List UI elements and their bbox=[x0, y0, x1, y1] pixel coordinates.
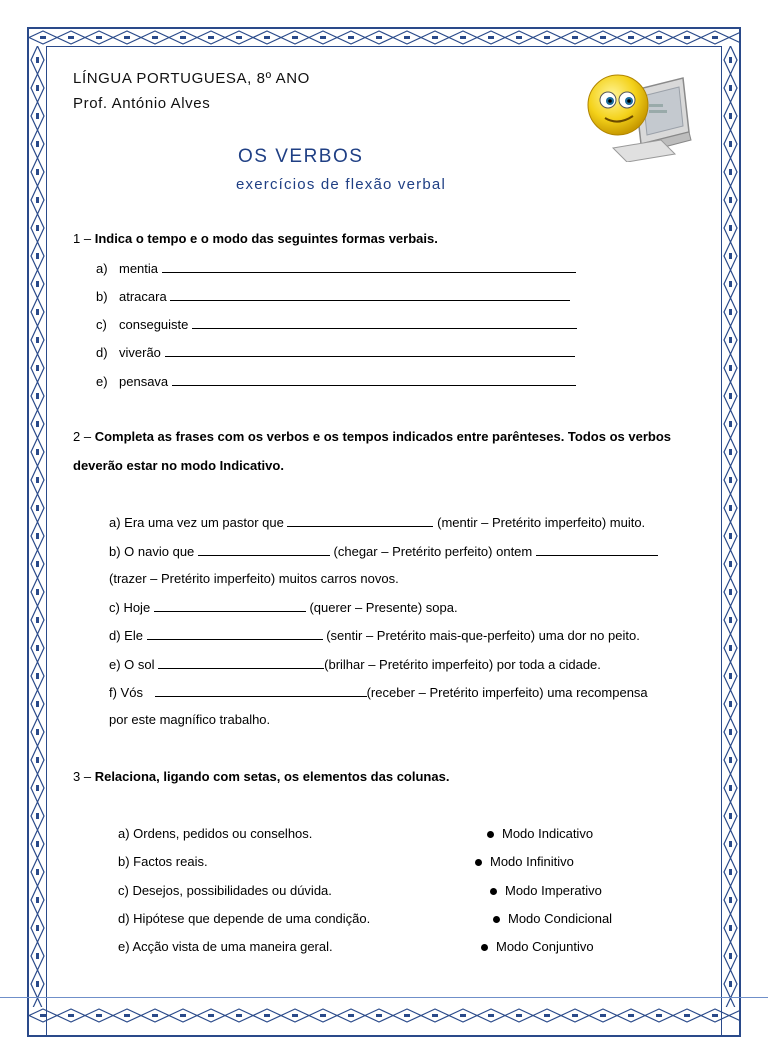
q3-left-item-b: b) Factos reais. bbox=[118, 854, 208, 869]
border-ornament bbox=[572, 1014, 578, 1017]
q3-left-item-e: e) Acção vista de uma maneira geral. bbox=[118, 939, 333, 954]
q2-prompt-line1 bbox=[73, 429, 671, 444]
q1-item-c: c) conseguiste bbox=[96, 316, 577, 332]
answer-blank[interactable] bbox=[287, 514, 433, 527]
border-ornament bbox=[729, 169, 732, 175]
border-ornament bbox=[729, 897, 732, 903]
border-ornament bbox=[36, 785, 39, 791]
border-ornament bbox=[729, 57, 732, 63]
border-ornament bbox=[36, 869, 39, 875]
q3-left-item-a: a) Ordens, pedidos ou conselhos. bbox=[118, 826, 313, 841]
border-ornament bbox=[36, 505, 39, 511]
border-ornament bbox=[544, 1014, 550, 1017]
q1-prompt bbox=[73, 231, 438, 246]
border-ornament bbox=[729, 841, 732, 847]
bullet-dot-icon bbox=[481, 944, 488, 951]
border-ornament bbox=[729, 729, 732, 735]
teacher-heading: Prof. António Alves bbox=[73, 95, 211, 112]
border-pattern-left bbox=[29, 46, 46, 1007]
bullet-dot-icon bbox=[493, 916, 500, 923]
border-ornament bbox=[729, 953, 732, 959]
bullet-dot-icon bbox=[475, 859, 482, 866]
border-ornament bbox=[348, 36, 354, 39]
border-pattern-right bbox=[722, 46, 739, 1007]
border-ornament bbox=[36, 533, 39, 539]
border-ornament bbox=[36, 673, 39, 679]
q1-prompt-text: Indica o tempo e o modo das seguintes formas verbais. bbox=[94, 231, 438, 246]
border-ornament bbox=[729, 869, 732, 875]
border-ornament bbox=[36, 281, 39, 287]
q2-item-f: f) Vós (receber – Pretérito imperfeito) uma recompensa bbox=[109, 685, 648, 700]
border-ornament bbox=[36, 57, 39, 63]
border-ornament bbox=[36, 253, 39, 259]
q2-prompt-text: Completa as frases com os verbos e os tempos indicados entre parênteses. Todos os verbos bbox=[94, 429, 671, 444]
border-ornament bbox=[729, 253, 732, 259]
border-ornament bbox=[724, 998, 737, 1007]
border-ornament bbox=[432, 1014, 438, 1017]
border-ornament bbox=[729, 31, 739, 44]
border-ornament bbox=[460, 1014, 466, 1017]
border-ornament bbox=[729, 645, 732, 651]
border-ornament bbox=[180, 1014, 186, 1017]
border-ornament bbox=[488, 36, 494, 39]
answer-blank[interactable] bbox=[158, 656, 324, 669]
q1-item-a: a) mentia bbox=[96, 260, 576, 276]
answer-blank[interactable] bbox=[147, 627, 323, 640]
border-ornament bbox=[36, 365, 39, 371]
border-ornament bbox=[36, 561, 39, 567]
q2-item-b: b) O navio que (chegar – Pretérito perfeito) ontem bbox=[109, 543, 658, 559]
border-ornament bbox=[729, 981, 732, 987]
q2-item-e: e) O sol (brilhar – Pretérito imperfeito) por toda a cidade. bbox=[109, 657, 601, 672]
q3-right-item-5[interactable]: Modo Conjuntivo bbox=[481, 939, 594, 954]
border-ornament bbox=[124, 1014, 130, 1017]
q2-item-d: d) Ele (sentir – Pretérito mais-que-perfeito) uma dor no peito. bbox=[109, 628, 640, 643]
answer-blank[interactable] bbox=[162, 260, 576, 273]
page-subtitle: exercícios de flexão verbal bbox=[236, 176, 446, 193]
border-ornament bbox=[729, 113, 732, 119]
border-ornament bbox=[36, 169, 39, 175]
q3-right-item-3[interactable]: Modo Imperativo bbox=[490, 883, 602, 898]
answer-blank[interactable] bbox=[172, 373, 576, 386]
border-ornament bbox=[404, 36, 410, 39]
q2-item-a: a) Era uma vez um pastor que (mentir – Pretérito imperfeito) muito. bbox=[109, 515, 646, 530]
q3-right-item-1[interactable]: Modo Indicativo bbox=[487, 826, 593, 841]
border-ornament bbox=[729, 337, 732, 343]
border-ornament bbox=[36, 337, 39, 343]
border-ornament bbox=[292, 1014, 298, 1017]
q2-prompt-line2: deverão estar no modo Indicativo. bbox=[73, 458, 284, 473]
border-pattern-bottom bbox=[29, 1007, 739, 1024]
bullet-dot-icon bbox=[487, 831, 494, 838]
border-ornament bbox=[264, 1014, 270, 1017]
border-ornament bbox=[729, 701, 732, 707]
border-ornament bbox=[36, 617, 39, 623]
q3-left-item-c: c) Desejos, possibilidades ou dúvida. bbox=[118, 883, 332, 898]
border-ornament bbox=[572, 36, 578, 39]
border-ornament bbox=[180, 36, 186, 39]
q1-item-d: d) viverão bbox=[96, 344, 575, 360]
border-ornament bbox=[36, 757, 39, 763]
border-ornament bbox=[460, 36, 466, 39]
q3-left-item-d: d) Hipótese que depende de uma condição. bbox=[118, 911, 371, 926]
border-ornament bbox=[729, 925, 732, 931]
border-ornament bbox=[729, 533, 732, 539]
answer-blank[interactable] bbox=[536, 543, 658, 556]
page-bottom-rule bbox=[0, 997, 768, 998]
border-ornament bbox=[320, 36, 326, 39]
answer-blank[interactable] bbox=[198, 543, 330, 556]
border-ornament bbox=[729, 505, 732, 511]
answer-blank[interactable] bbox=[154, 599, 306, 612]
border-ornament bbox=[36, 729, 39, 735]
border-ornament bbox=[729, 281, 732, 287]
answer-blank[interactable] bbox=[155, 684, 367, 697]
q1-number: 1 – bbox=[73, 231, 92, 246]
border-ornament bbox=[729, 1009, 739, 1022]
border-ornament bbox=[68, 36, 74, 39]
q3-prompt-text: Relaciona, ligando com setas, os elementos das colunas. bbox=[94, 769, 450, 784]
border-ornament bbox=[36, 841, 39, 847]
border-ornament bbox=[729, 477, 732, 483]
border-ornament bbox=[36, 113, 39, 119]
q3-number: 3 – bbox=[73, 769, 92, 784]
border-ornament bbox=[36, 897, 39, 903]
border-ornament bbox=[36, 421, 39, 427]
border-ornament bbox=[236, 36, 242, 39]
border-ornament bbox=[729, 813, 732, 819]
q1-item-b: b) atracara bbox=[96, 288, 570, 304]
q3-right-item-2[interactable]: Modo Infinitivo bbox=[475, 854, 574, 869]
border-ornament bbox=[729, 757, 732, 763]
border-ornament bbox=[729, 589, 732, 595]
border-ornament bbox=[36, 85, 39, 91]
border-ornament bbox=[36, 701, 39, 707]
border-ornament bbox=[376, 36, 382, 39]
border-ornament bbox=[36, 981, 39, 987]
border-ornament bbox=[36, 477, 39, 483]
border-ornament bbox=[36, 449, 39, 455]
border-ornament bbox=[236, 1014, 242, 1017]
border-ornament bbox=[729, 421, 732, 427]
page-title: OS VERBOS bbox=[238, 146, 364, 167]
border-ornament bbox=[264, 36, 270, 39]
border-ornament bbox=[628, 36, 634, 39]
border-ornament bbox=[36, 645, 39, 651]
border-ornament bbox=[656, 1014, 662, 1017]
border-ornament bbox=[729, 561, 732, 567]
answer-blank[interactable] bbox=[192, 316, 577, 329]
border-ornament bbox=[320, 1014, 326, 1017]
border-ornament bbox=[729, 365, 732, 371]
border-ornament bbox=[152, 36, 158, 39]
q3-right-item-4[interactable]: Modo Condicional bbox=[493, 911, 612, 926]
border-ornament bbox=[628, 1014, 634, 1017]
border-ornament bbox=[729, 309, 732, 315]
border-ornament bbox=[432, 36, 438, 39]
q2-item-c: c) Hoje (querer – Presente) sopa. bbox=[109, 600, 458, 615]
border-ornament bbox=[729, 785, 732, 791]
border-ornament bbox=[40, 1014, 46, 1017]
border-ornament bbox=[36, 225, 39, 231]
border-ornament bbox=[600, 1014, 606, 1017]
border-ornament bbox=[348, 1014, 354, 1017]
q2-number: 2 – bbox=[73, 429, 92, 444]
border-ornament bbox=[292, 36, 298, 39]
border-ornament bbox=[36, 197, 39, 203]
q2-item-f-cont: por este magnífico trabalho. bbox=[109, 712, 271, 727]
border-ornament bbox=[36, 925, 39, 931]
border-ornament bbox=[96, 36, 102, 39]
border-ornament bbox=[516, 36, 522, 39]
border-ornament bbox=[36, 813, 39, 819]
border-ornament bbox=[729, 617, 732, 623]
border-ornament bbox=[376, 1014, 382, 1017]
border-ornament bbox=[729, 225, 732, 231]
border-ornament bbox=[208, 1014, 214, 1017]
q3-prompt bbox=[73, 769, 449, 784]
border-ornament bbox=[544, 36, 550, 39]
border-ornament bbox=[96, 1014, 102, 1017]
border-ornament bbox=[712, 1014, 718, 1017]
border-ornament bbox=[152, 1014, 158, 1017]
border-ornament bbox=[516, 1014, 522, 1017]
border-ornament bbox=[712, 36, 718, 39]
border-ornament bbox=[36, 141, 39, 147]
border-ornament bbox=[600, 36, 606, 39]
border-pattern-top bbox=[29, 29, 739, 46]
border-ornament bbox=[36, 309, 39, 315]
answer-blank[interactable] bbox=[170, 288, 570, 301]
border-ornament bbox=[729, 85, 732, 91]
subject-heading: LÍNGUA PORTUGUESA, 8º ANO bbox=[73, 70, 310, 87]
border-ornament bbox=[68, 1014, 74, 1017]
border-ornament bbox=[684, 1014, 690, 1017]
border-ornament bbox=[36, 589, 39, 595]
border-ornament bbox=[729, 393, 732, 399]
border-ornament bbox=[729, 673, 732, 679]
smiley-computer-icon bbox=[583, 70, 695, 162]
bullet-dot-icon bbox=[490, 888, 497, 895]
border-ornament bbox=[36, 953, 39, 959]
border-ornament bbox=[36, 393, 39, 399]
border-ornament bbox=[31, 998, 44, 1007]
q2-item-b-cont: (trazer – Pretérito imperfeito) muitos carros novos. bbox=[109, 571, 399, 586]
border-ornament bbox=[488, 1014, 494, 1017]
border-ornament bbox=[656, 36, 662, 39]
border-ornament bbox=[729, 449, 732, 455]
border-ornament bbox=[40, 36, 46, 39]
border-ornament bbox=[729, 197, 732, 203]
border-ornament bbox=[684, 36, 690, 39]
border-ornament bbox=[124, 36, 130, 39]
border-ornament bbox=[208, 36, 214, 39]
border-ornament bbox=[729, 141, 732, 147]
answer-blank[interactable] bbox=[165, 344, 575, 357]
q1-item-e: e) pensava bbox=[96, 373, 576, 389]
border-ornament bbox=[404, 1014, 410, 1017]
